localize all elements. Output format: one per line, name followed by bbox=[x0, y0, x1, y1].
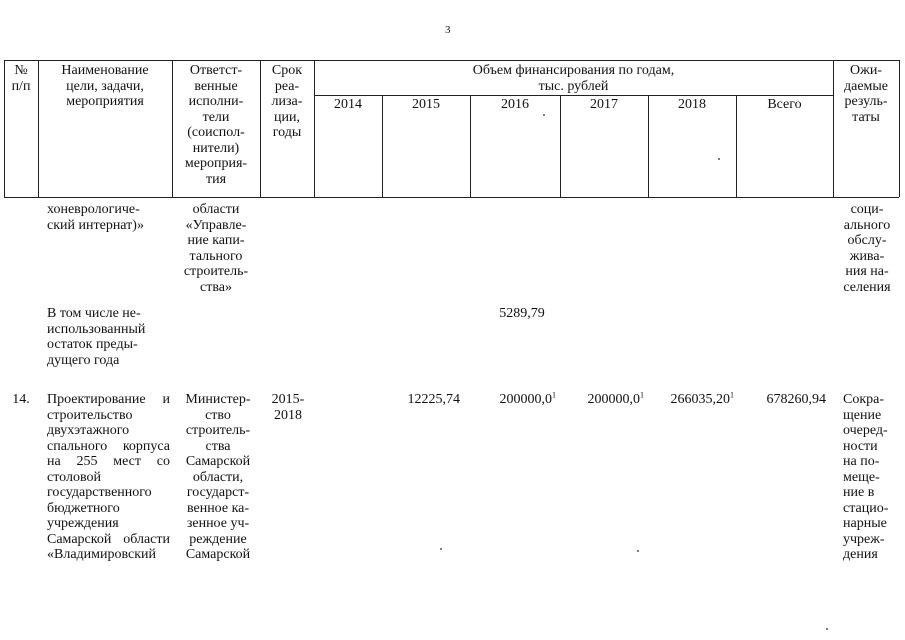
row-name-continued: хоневрологиче- ский интернат)» bbox=[47, 202, 144, 233]
table-top-border bbox=[4, 60, 899, 61]
subrow-name: В том числе не- использованный остаток преды- дущего года bbox=[47, 306, 146, 368]
header-year-2015: 2015 bbox=[412, 97, 440, 112]
header-name: Наименование цели, задачи, мероприятия bbox=[61, 63, 149, 109]
footnote-mark: 1 bbox=[730, 390, 734, 400]
header-year-2018: 2018 bbox=[678, 97, 706, 112]
scan-speck bbox=[637, 550, 639, 552]
row-value-2018 bbox=[648, 392, 734, 408]
page-number: 3 bbox=[445, 24, 451, 36]
table-header-bottom-border bbox=[4, 197, 899, 198]
row-executor: Министер- ство строитель- ства Самарской области, государст- венное ка- зенное уч- реждение Самарской bbox=[185, 392, 251, 562]
value-text: 200000,0 bbox=[499, 392, 552, 407]
row-result-continued: соци- ального обслу- жива- ния на- селения bbox=[843, 202, 891, 295]
column-divider bbox=[899, 60, 900, 197]
row-number: 14. bbox=[12, 392, 30, 407]
row-term: 2015- 2018 bbox=[271, 392, 305, 423]
row-result: Сокра- щение очеред- ности на по- меще- ние в стацио- нарные учреж- дения bbox=[843, 392, 889, 562]
row-name: Проектирование и строительство двухэтажного спального корпуса на 255 мест со столовой государственного бюджетного учреждения Самарской области «Владимировский bbox=[47, 392, 170, 562]
header-results: Ожи- даемые резуль- таты bbox=[843, 63, 889, 125]
header-term: Срок реа- лиза- ции, годы bbox=[271, 63, 303, 140]
header-executors: Ответст- венные исполни- тели (соиспол- нители) мероприя- тия bbox=[184, 63, 248, 187]
footnote-mark: 1 bbox=[640, 390, 644, 400]
subrow-value-2016: 5289,79 bbox=[499, 306, 545, 321]
scan-speck bbox=[718, 158, 720, 160]
scan-speck bbox=[826, 628, 828, 630]
scan-speck bbox=[543, 114, 545, 116]
row-value-2017 bbox=[560, 392, 644, 408]
header-number: № п/п bbox=[11, 63, 31, 94]
header-total: Всего bbox=[767, 97, 802, 112]
row-value-2016 bbox=[470, 392, 556, 408]
header-year-2017: 2017 bbox=[590, 97, 618, 112]
value-text: 266035,20 bbox=[670, 392, 730, 407]
row-total: 678260,94 bbox=[766, 392, 826, 407]
row-value-2015: 12225,74 bbox=[407, 392, 460, 407]
header-year-2016: 2016 bbox=[501, 97, 529, 112]
row-executor-continued: области «Управле- ние капи- тального строитель- ства» bbox=[183, 202, 249, 295]
funding-subheader-border bbox=[314, 95, 833, 96]
value-text: 200000,0 bbox=[587, 392, 640, 407]
footnote-mark: 1 bbox=[552, 390, 556, 400]
scan-speck bbox=[440, 548, 442, 550]
header-funding: Объем финансирования по годам, тыс. рублей bbox=[472, 63, 675, 94]
header-year-2014: 2014 bbox=[334, 97, 362, 112]
